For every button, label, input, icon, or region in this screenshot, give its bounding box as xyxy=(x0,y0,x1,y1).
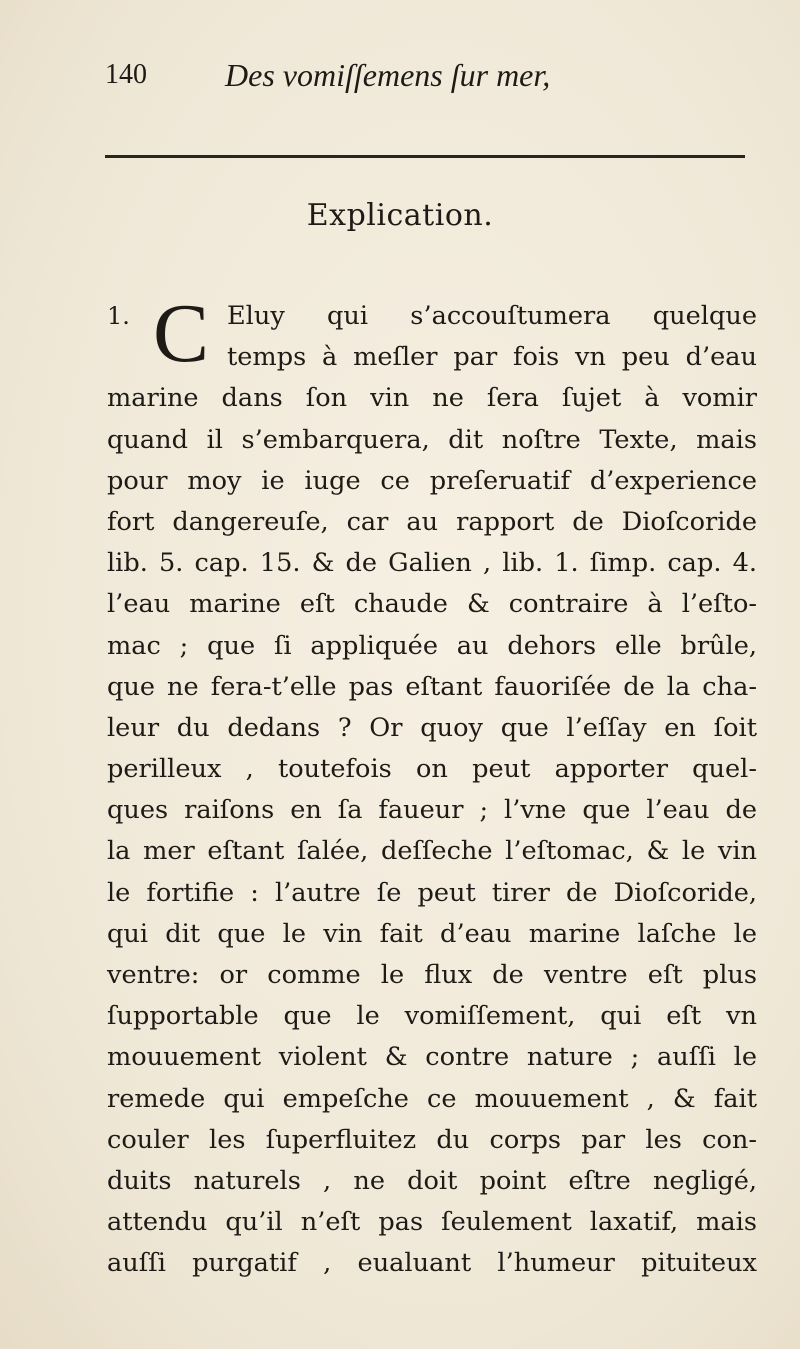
body-text xyxy=(107,287,757,1285)
text-line: le fortifie : l’autre ſe peut tirer de Dioſcoride, xyxy=(107,877,757,908)
running-head xyxy=(105,55,705,95)
text-line: mouuement violent & contre nature ; auſſi le xyxy=(107,1042,757,1073)
text-line: mac ; que ſi appliquée au dehors elle brûle, xyxy=(107,630,757,661)
text-line: auſſi purgatif , eualuant l’humeur pituiteux xyxy=(107,1248,757,1279)
text-line: 1. Eluy qui s’accouſtumera quelque xyxy=(107,296,757,337)
text-line: ventre: or comme le flux de ventre eſt plus xyxy=(107,960,757,990)
text-line: temps à meſler par fois vn peu d’eau xyxy=(227,342,757,373)
text-line: attendu qu’il n’eſt pas ſeulement laxatif, mais xyxy=(107,1207,757,1238)
text-line: pour moy ie iuge ce preſeruatif d’experience xyxy=(107,465,757,496)
text-line: remede qui empeſche ce mouuement , & fait xyxy=(107,1083,757,1114)
text-line: qui dit que le vin fait d’eau marine laſche le xyxy=(107,918,757,949)
text-line: quand il s’embarquera, dit noſtre Texte, mais xyxy=(107,424,757,455)
text-line: couler les ſuperfluitez du corps par les con- xyxy=(107,1124,757,1155)
running-title: Des vomiſſemens ſur mer, xyxy=(225,57,551,93)
paragraph-number: 1. xyxy=(107,302,130,330)
header-rule xyxy=(105,155,745,158)
text-line: perilleux , toutefois on peut apporter quel- xyxy=(107,754,757,785)
text-line: ſupportable que le vomiſſement, qui eſt vn xyxy=(107,1001,757,1032)
text-line: l’eau marine eſt chaude & contraire à l’eſto- xyxy=(107,589,757,620)
text-line: que ne fera-t’elle pas eſtant fauoriſée de la cha- xyxy=(107,671,757,702)
text-line: marine dans ſon vin ne ſera ſujet à vomir xyxy=(107,383,757,414)
drop-cap: C xyxy=(153,287,210,380)
text-line: duits naturels , ne doit point eſtre negligé, xyxy=(107,1165,757,1196)
text-line: lib. 5. cap. 15. & de Galien , lib. 1. ſimp. cap. 4. xyxy=(107,548,757,579)
page-number: 140 xyxy=(105,59,147,90)
section-title: Explication. xyxy=(306,198,494,233)
text-line: ques raiſons en ſa faueur ; l’vne que l’eau de xyxy=(107,795,757,826)
text-line: la mer eſtant ſalée, deſſeche l’eſtomac, & le vin xyxy=(107,836,757,867)
text-line: fort dangereuſe, car au rapport de Dioſcoride xyxy=(107,506,757,537)
text-line: leur du dedans ? Or quoy que l’eſſay en ſoit xyxy=(107,712,757,743)
